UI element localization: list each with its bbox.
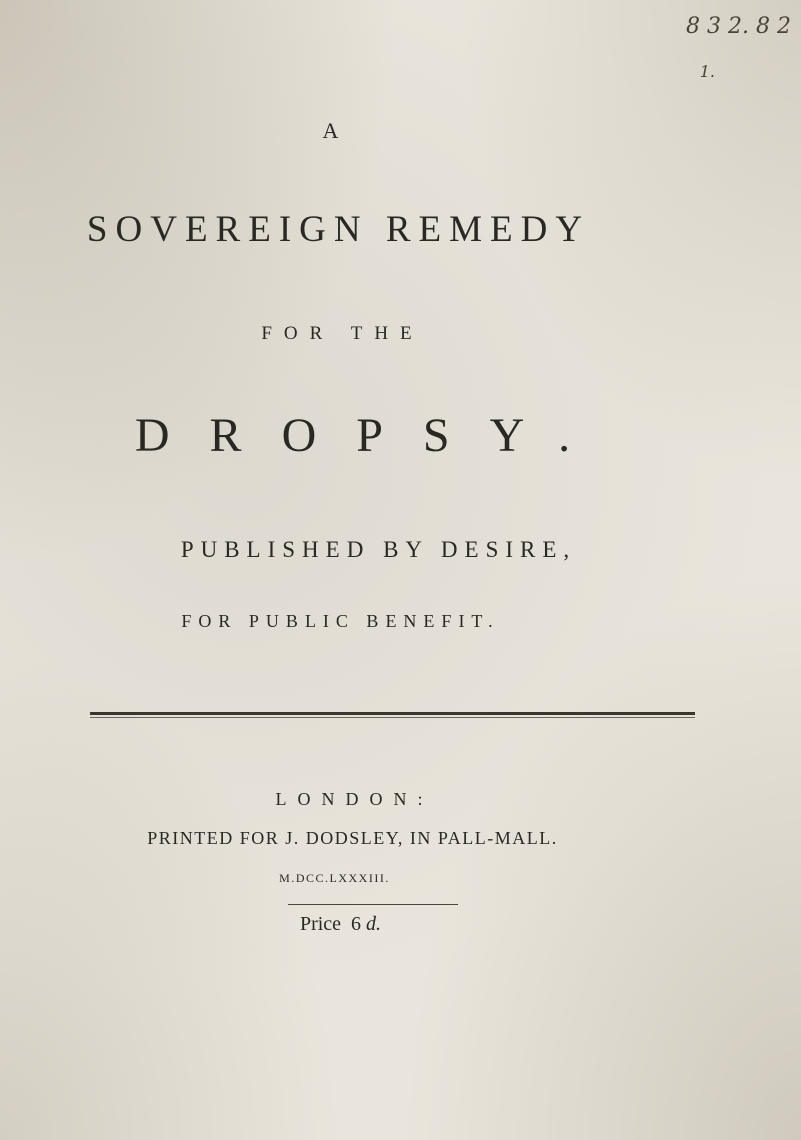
disease-name: DROPSY.: [134, 409, 611, 462]
imprint-printer: PRINTED FOR J. DODSLEY, IN PALL-MALL.: [147, 828, 558, 848]
price-line: [0, 913, 741, 936]
catalog-number: 8 3 2. 8 2: [686, 14, 791, 39]
published-line: PUBLISHED BY DESIRE,: [180, 537, 577, 562]
title-article: A: [322, 118, 339, 143]
price-amount: 6: [351, 913, 362, 935]
catalog-sub-mark: 1.: [699, 62, 715, 81]
imprint-date: M.DCC.LXXXIII.: [279, 871, 390, 885]
price-rule: [288, 904, 458, 905]
price-unit: d.: [366, 913, 382, 935]
benefit-line: FOR PUBLIC BENEFIT.: [181, 611, 500, 631]
price-label: Price: [299, 913, 342, 935]
imprint-city: LONDON:: [275, 789, 434, 809]
divider-rule: [90, 712, 695, 715]
title-connector: FOR THE: [261, 323, 424, 344]
divider-rule-thin: [90, 717, 695, 718]
book-title: SOVEREIGN REMEDY: [86, 209, 591, 250]
